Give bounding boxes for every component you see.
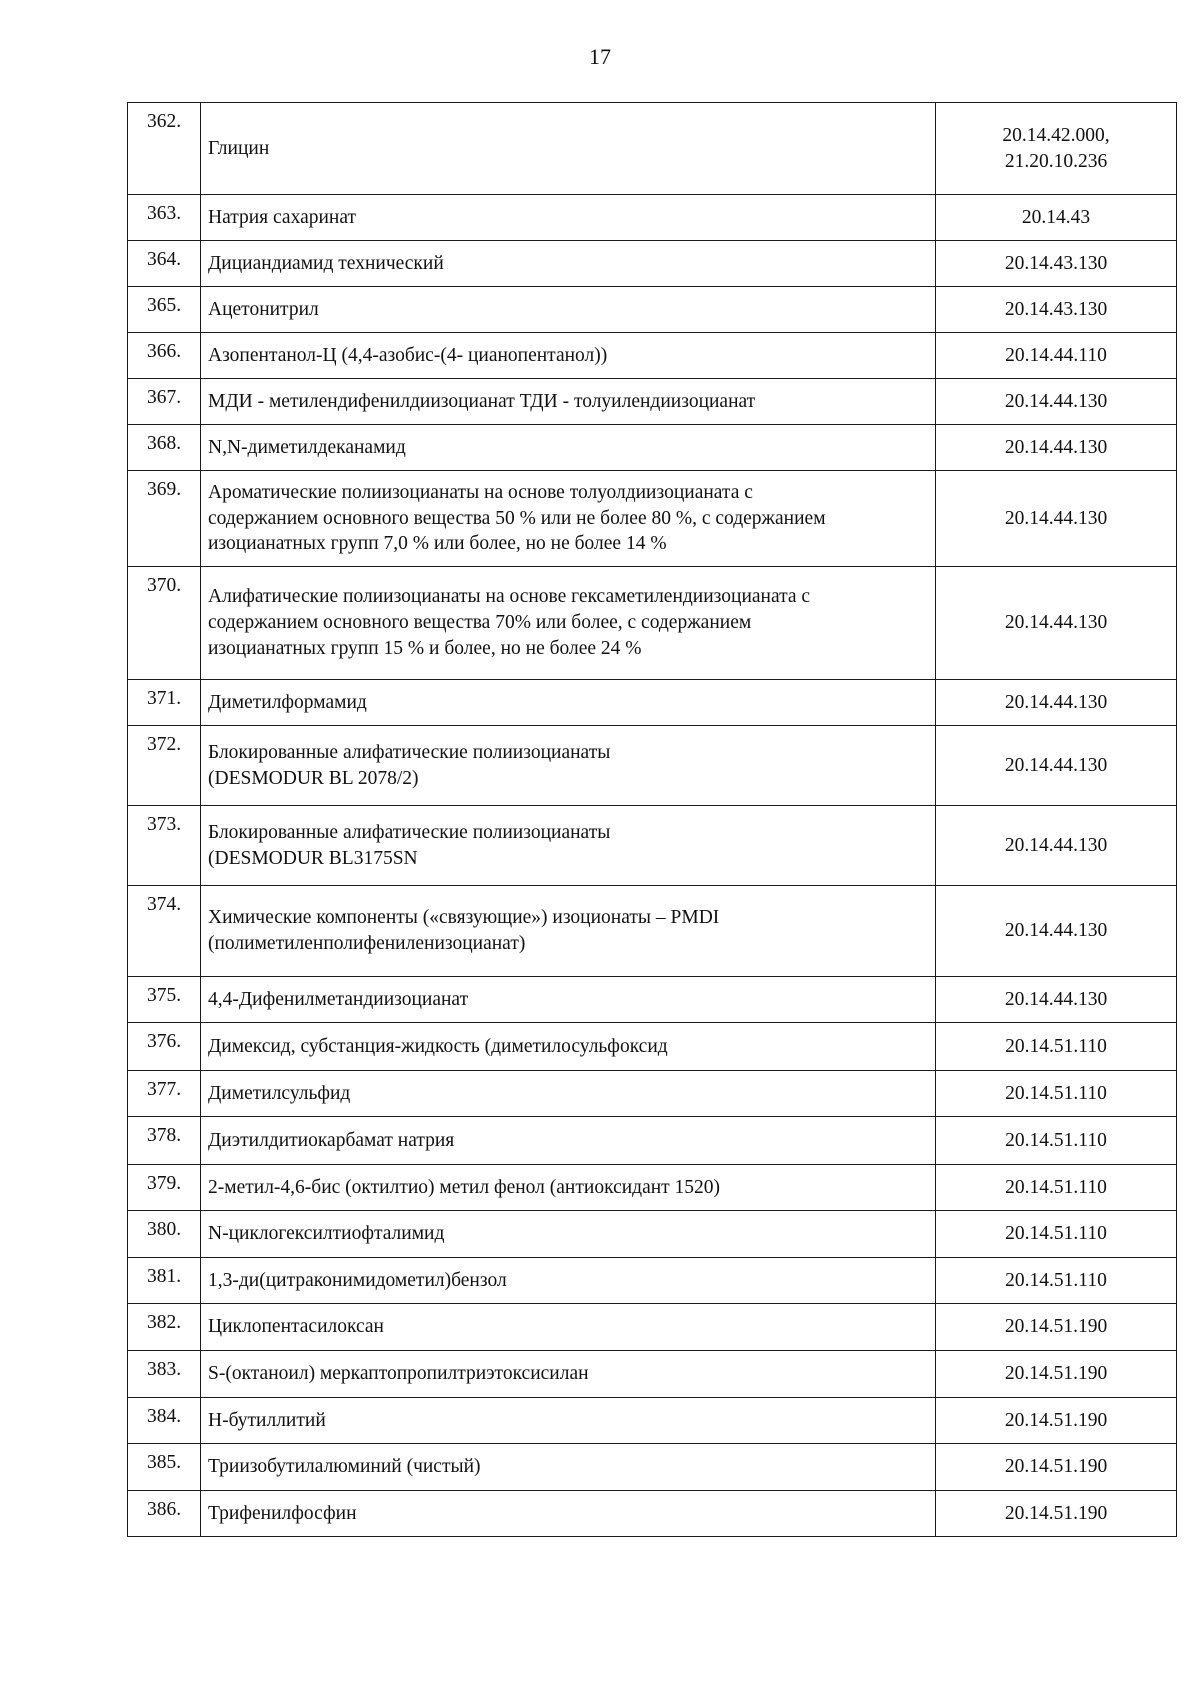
okpd-code-line: 20.14.51.190 — [1004, 1409, 1108, 1431]
okpd-code-line: 20.14.44.130 — [1004, 436, 1108, 458]
substance-name — [201, 103, 936, 195]
okpd-code — [936, 287, 1177, 333]
substance-name-line: 2-метил-4,6-бис (октилтио) метил фенол (антиоксидант 1520) — [208, 1176, 721, 1198]
substance-name — [201, 886, 936, 977]
substance-name-line: Н-бутиллитий — [208, 1409, 326, 1431]
table-row — [128, 680, 1177, 726]
okpd-code-line: 20.14.44.130 — [1004, 920, 1108, 942]
substance-name-line: Алифатические полиизоцианаты на основе гексаметилендиизоцианата с — [208, 586, 811, 608]
okpd-code — [936, 977, 1177, 1023]
okpd-code-line: 20.14.44.130 — [1004, 691, 1108, 713]
substance-name-line: Азопентанол-Ц (4,4-азобис-(4- цианопентанол)) — [208, 344, 608, 366]
okpd-code — [936, 333, 1177, 379]
okpd-code-line: 20.14.51.110 — [1005, 1223, 1107, 1245]
okpd-code — [936, 1304, 1177, 1351]
substance-name — [201, 806, 936, 886]
row-number: 369. — [128, 471, 201, 567]
table-row — [128, 1071, 1177, 1117]
row-number: 377. — [128, 1071, 201, 1117]
substance-name-line: (полиметиленполифениленизоцианат) — [208, 933, 526, 954]
substance-name-line: Диметилсульфид — [208, 1082, 351, 1104]
table-row — [128, 425, 1177, 471]
substance-name — [201, 287, 936, 333]
row-number: 383. — [128, 1351, 201, 1398]
substance-name — [201, 680, 936, 726]
substance-name-line: Натрия сахаринат — [208, 206, 357, 228]
row-number: 382. — [128, 1304, 201, 1351]
substance-name-line: (DESMODUR BL3175SN — [208, 847, 418, 869]
okpd-code-line: 20.14.44.130 — [1004, 834, 1108, 856]
table-row — [128, 1304, 1177, 1351]
substance-name-line: S-(октаноил) меркаптопропилтриэтоксисилан — [208, 1363, 589, 1385]
row-number: 368. — [128, 425, 201, 471]
table-row — [128, 567, 1177, 680]
row-number: 362. — [128, 103, 201, 195]
okpd-code-line: 20.14.51.190 — [1004, 1363, 1108, 1385]
substance-name — [201, 471, 936, 567]
okpd-code — [936, 886, 1177, 977]
okpd-code — [936, 1398, 1177, 1444]
substance-name-line: Глицин — [208, 137, 270, 159]
substance-name — [201, 1165, 936, 1211]
substance-name-line: Циклопентасилоксан — [208, 1316, 384, 1338]
substance-name-line: Блокированные алифатические полиизоцианаты — [208, 741, 611, 763]
substance-name-line: N-циклогексилтиофталимид — [208, 1223, 445, 1245]
table-row — [128, 241, 1177, 287]
substance-name-line: Диметилформамид — [208, 691, 367, 713]
table-row — [128, 1258, 1177, 1304]
table-row — [128, 1211, 1177, 1258]
row-number: 385. — [128, 1444, 201, 1491]
okpd-code-line: 21.20.10.236 — [1004, 150, 1108, 172]
row-number: 364. — [128, 241, 201, 287]
row-number: 380. — [128, 1211, 201, 1258]
substance-name — [201, 1491, 936, 1537]
page-number: 17 — [589, 44, 611, 69]
table-row — [128, 1023, 1177, 1071]
table-row — [128, 287, 1177, 333]
substance-name-line: 4,4-Дифенилметандиизоцианат — [208, 988, 469, 1010]
table-row — [128, 1165, 1177, 1211]
okpd-code — [936, 726, 1177, 806]
table-row — [128, 471, 1177, 567]
table-row — [128, 886, 1177, 977]
table-row — [128, 1444, 1177, 1491]
table-row — [128, 806, 1177, 886]
table-row — [128, 103, 1177, 195]
row-number: 386. — [128, 1491, 201, 1537]
row-number: 374. — [128, 886, 201, 977]
okpd-code-line: 20.14.51.110 — [1005, 1082, 1107, 1104]
okpd-code-line: 20.14.51.110 — [1005, 1035, 1107, 1057]
okpd-code — [936, 241, 1177, 287]
table-row — [128, 1491, 1177, 1537]
okpd-code — [936, 379, 1177, 425]
substance-name-line: N,N-диметилдеканамид — [208, 436, 406, 458]
substance-name-line: Блокированные алифатические полиизоцианаты — [208, 821, 611, 843]
row-number: 375. — [128, 977, 201, 1023]
row-number: 363. — [128, 195, 201, 241]
substance-name-line: содержанием основного вещества 70% или более, с содержанием — [208, 612, 752, 634]
okpd-code-line: 20.14.51.190 — [1004, 1456, 1108, 1478]
okpd-code-line: 20.14.44.130 — [1004, 754, 1108, 776]
row-number: 372. — [128, 726, 201, 806]
table-row — [128, 333, 1177, 379]
substance-name — [201, 1444, 936, 1491]
substance-name — [201, 1023, 936, 1071]
substance-name — [201, 1071, 936, 1117]
row-number: 378. — [128, 1117, 201, 1165]
okpd-code-line: 20.14.44.130 — [1004, 612, 1108, 634]
substance-name-line: Триизобутилалюминий (чистый) — [208, 1456, 481, 1478]
substance-name — [201, 241, 936, 287]
row-number: 379. — [128, 1165, 201, 1211]
substance-name — [201, 1117, 936, 1165]
okpd-code-line: 20.14.42.000, — [1002, 124, 1110, 146]
okpd-code — [936, 195, 1177, 241]
substance-name-line: 1,3-ди(цитраконимидометил)бензол — [208, 1269, 507, 1291]
substance-name-line: Ароматические полиизоцианаты на основе толуолдиизоцианата с — [208, 481, 753, 503]
substance-name — [201, 1211, 936, 1258]
substance-name-line: МДИ - метилендифенилдиизоцианат ТДИ - толуилендиизоцианат — [208, 390, 756, 412]
substance-table — [127, 102, 1177, 1537]
substance-name — [201, 333, 936, 379]
substance-name — [201, 977, 936, 1023]
okpd-code-line: 20.14.43.130 — [1004, 298, 1108, 320]
okpd-code-line: 20.14.44.130 — [1004, 988, 1108, 1010]
okpd-code — [936, 1117, 1177, 1165]
okpd-code — [936, 680, 1177, 726]
row-number: 366. — [128, 333, 201, 379]
substance-name — [201, 567, 936, 680]
substance-name — [201, 1351, 936, 1398]
row-number: 371. — [128, 680, 201, 726]
row-number: 370. — [128, 567, 201, 680]
substance-name-line: Химические компоненты («связующие») изоционаты – PMDI — [208, 907, 720, 929]
substance-name-line: изоцианатных групп 15 % и более, но не более 24 % — [208, 637, 642, 659]
okpd-code — [936, 425, 1177, 471]
okpd-code-line: 20.14.44.130 — [1004, 390, 1108, 412]
row-number: 376. — [128, 1023, 201, 1071]
table-row — [128, 1398, 1177, 1444]
okpd-code-line: 20.14.44.130 — [1004, 507, 1108, 529]
row-number: 367. — [128, 379, 201, 425]
okpd-code-line: 20.14.51.190 — [1004, 1316, 1108, 1338]
substance-name-line: (DESMODUR BL 2078/2) — [208, 767, 419, 789]
okpd-code-line: 20.14.51.110 — [1005, 1269, 1107, 1291]
table-row — [128, 1117, 1177, 1165]
okpd-code — [936, 1023, 1177, 1071]
substance-name-line: Дициандиамид технический — [208, 252, 444, 274]
okpd-code — [936, 103, 1177, 195]
substance-name — [201, 1304, 936, 1351]
substance-name — [201, 425, 936, 471]
substance-name-line: изоцианатных групп 7,0 % или более, но не более 14 % — [208, 533, 667, 555]
substance-name-line: Диэтилдитиокарбамат натрия — [208, 1129, 455, 1151]
row-number: 384. — [128, 1398, 201, 1444]
row-number: 373. — [128, 806, 201, 886]
substance-name-line: Трифенилфосфин — [208, 1502, 357, 1524]
row-number: 381. — [128, 1258, 201, 1304]
okpd-code — [936, 1071, 1177, 1117]
table-row — [128, 195, 1177, 241]
substance-name-line: Димексид, субстанция-жидкость (диметилосульфоксид — [208, 1035, 668, 1057]
table-body — [128, 103, 1177, 1537]
okpd-code-line: 20.14.51.110 — [1005, 1176, 1107, 1198]
table-row — [128, 379, 1177, 425]
substance-name — [201, 726, 936, 806]
substance-name — [201, 379, 936, 425]
okpd-code — [936, 1258, 1177, 1304]
okpd-code — [936, 806, 1177, 886]
okpd-code — [936, 471, 1177, 567]
okpd-code-line: 20.14.51.110 — [1005, 1129, 1107, 1151]
okpd-code-line: 20.14.51.190 — [1004, 1502, 1108, 1524]
okpd-code-line: 20.14.44.110 — [1005, 344, 1107, 366]
okpd-code — [936, 1211, 1177, 1258]
table-row — [128, 726, 1177, 806]
substance-name-line: Ацетонитрил — [208, 298, 319, 320]
table-row — [128, 977, 1177, 1023]
okpd-code — [936, 1165, 1177, 1211]
okpd-code-line: 20.14.43.130 — [1004, 252, 1108, 274]
row-number: 365. — [128, 287, 201, 333]
substance-name — [201, 1398, 936, 1444]
okpd-code-line: 20.14.43 — [1021, 206, 1091, 228]
substance-name-line: содержанием основного вещества 50 % или не более 80 %, с содержанием — [208, 507, 826, 529]
substance-name — [201, 195, 936, 241]
okpd-code — [936, 1444, 1177, 1491]
okpd-code — [936, 567, 1177, 680]
substance-name — [201, 1258, 936, 1304]
okpd-code — [936, 1351, 1177, 1398]
table-row — [128, 1351, 1177, 1398]
okpd-code — [936, 1491, 1177, 1537]
